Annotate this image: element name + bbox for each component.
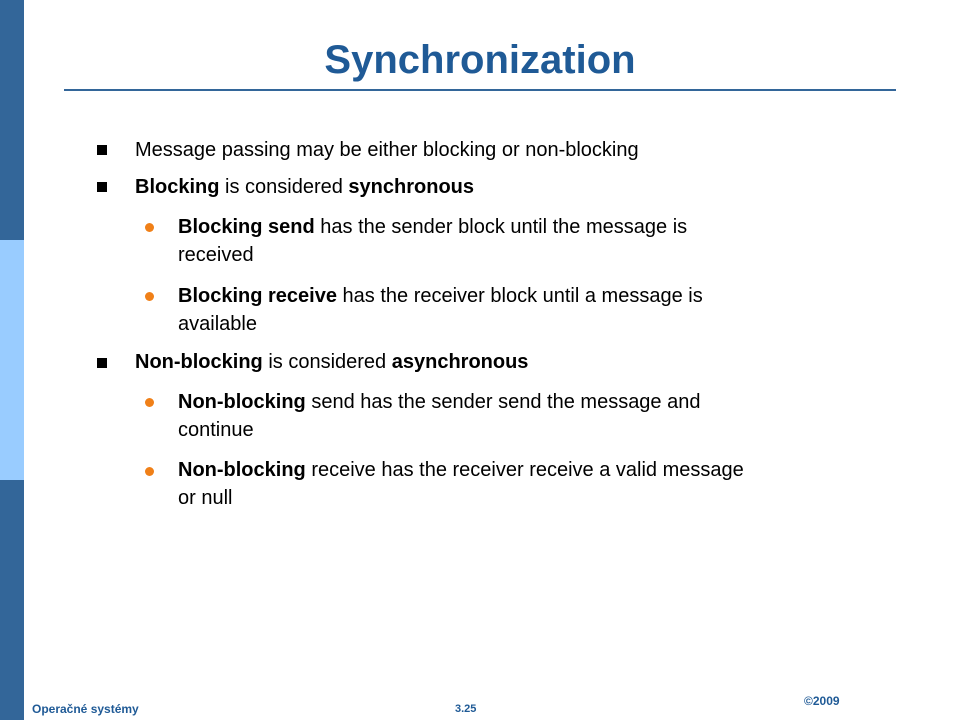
bullet-text: has the sender block until the message is: [314, 216, 688, 238]
bullet-text: is considered: [219, 176, 349, 198]
bullet-text: is considered: [262, 351, 392, 373]
term-blocking-send: Blocking send: [178, 216, 315, 238]
sub-bullet-blocking-receive: [178, 282, 868, 338]
square-bullet-icon: [97, 182, 107, 192]
term-asynchronous: asynchronous: [391, 351, 529, 373]
term-blocking: Blocking: [135, 176, 220, 198]
bullet-text-continued: available: [178, 313, 257, 335]
bullet-blocking: [135, 173, 895, 201]
footer-page-number: 3.25: [455, 703, 477, 715]
sub-bullet-non-blocking-receive: [178, 456, 868, 512]
term-non-blocking: Non-blocking: [178, 391, 306, 413]
bullet-non-blocking: [135, 348, 895, 376]
square-bullet-icon: [97, 358, 107, 368]
term-non-blocking: Non-blocking: [178, 459, 306, 481]
bullet-message-passing: [135, 136, 895, 164]
slide-title: Synchronization: [324, 38, 636, 82]
dot-bullet-icon: [145, 223, 154, 232]
bullet-text: Message passing may be either blocking or non-blocking: [135, 139, 639, 161]
dot-bullet-icon: [145, 292, 154, 301]
term-non-blocking: Non-blocking: [135, 351, 263, 373]
sub-bullet-non-blocking-send: [178, 388, 868, 444]
sub-bullet-blocking-send: [178, 213, 868, 269]
bullet-text: send has the sender send the message and: [305, 391, 701, 413]
bullet-text-continued: continue: [178, 419, 254, 441]
dot-bullet-icon: [145, 467, 154, 476]
bullet-text-continued: received: [178, 244, 254, 266]
term-synchronous: synchronous: [348, 176, 474, 198]
footer-course-name: Operačné systémy: [32, 702, 139, 716]
bullet-text-continued: or null: [178, 487, 233, 509]
bullet-text: has the receiver block until a message is: [336, 285, 703, 307]
term-blocking-receive: Blocking receive: [178, 285, 337, 307]
dot-bullet-icon: [145, 398, 154, 407]
footer-copyright: ©2009: [804, 694, 840, 708]
square-bullet-icon: [97, 145, 107, 155]
bullet-text: receive has the receiver receive a valid message: [305, 459, 744, 481]
